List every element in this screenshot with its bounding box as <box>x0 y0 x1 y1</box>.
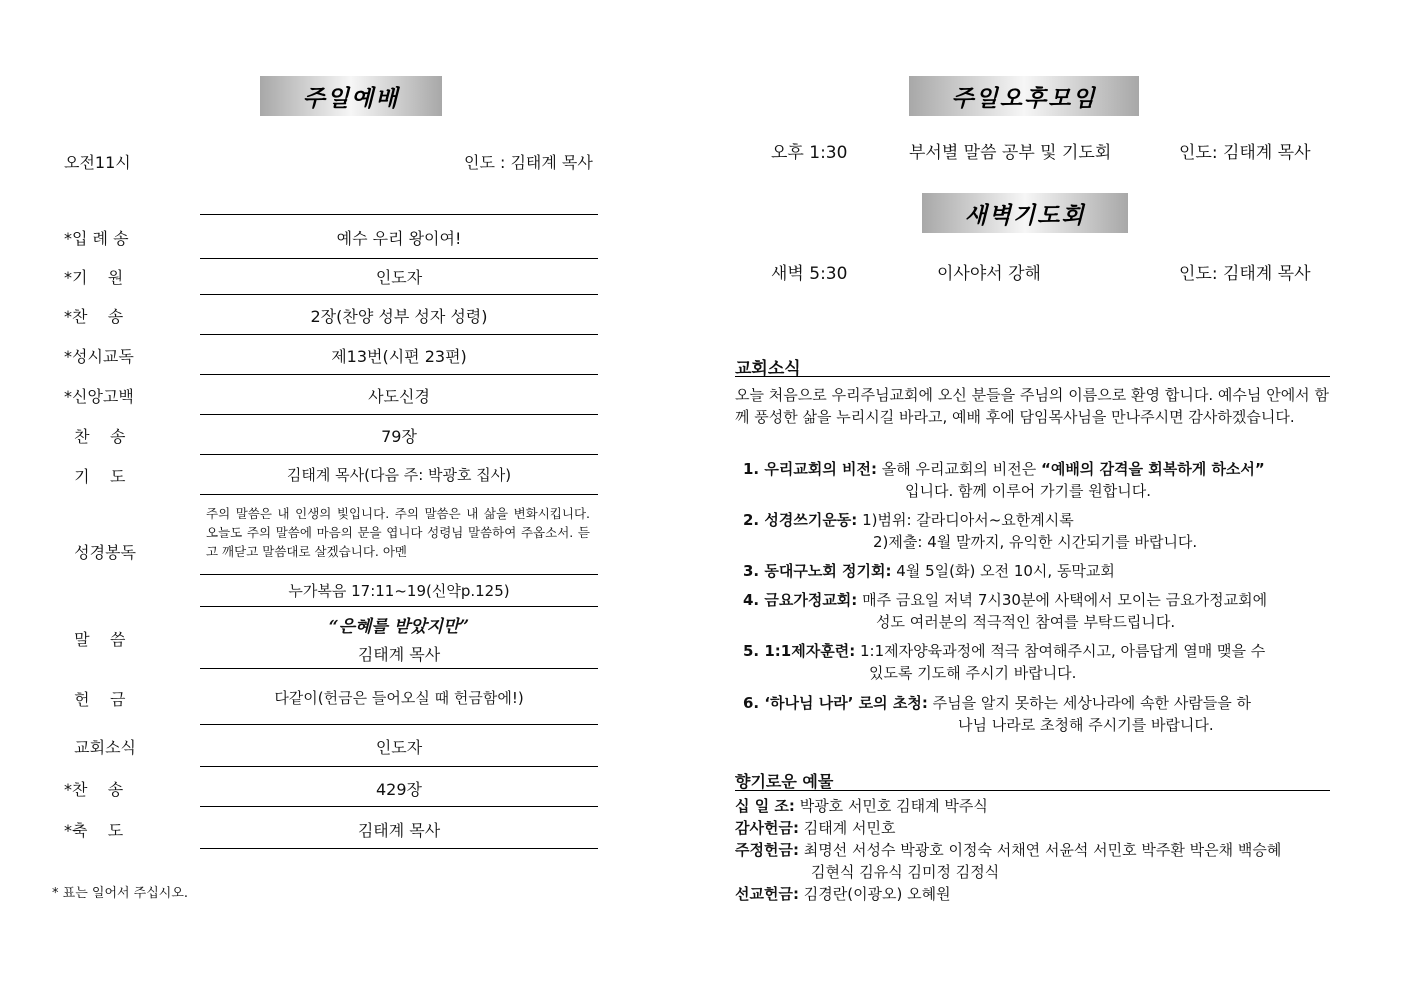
news-item <box>743 589 1267 611</box>
table-rule <box>200 574 598 575</box>
table-rule <box>200 766 598 767</box>
offering-names: 박광호 서민호 김태계 박주식 <box>799 797 988 815</box>
dawn-leader: 인도: 김태계 목사 <box>1179 264 1311 284</box>
order-label: 교회소식 <box>64 738 136 757</box>
scripture-prayer: 주의 말씀은 내 인생의 빛입니다. 주의 말씀은 내 삶을 변화시킵니다. 오늘도 주의 말씀에 마음의 문을 엽니다 성령님 말씀하여 주옵소서. 듣고 깨닫고 말씀대로 살겠습니다. 아멘 <box>206 506 590 559</box>
dawn-desc: 이사야서 강해 <box>937 264 1041 284</box>
afternoon-banner: 주일오후모임 <box>909 76 1139 116</box>
news-item-text: 1)범위: 갈라디아서~요한계시록 <box>862 511 1074 529</box>
order-value: 인도자 <box>375 268 423 287</box>
scripture-reference: 누가복음 17:11~19(신약p.125) <box>288 582 510 600</box>
news-rule <box>735 376 1330 377</box>
afternoon-desc: 부서별 말씀 공부 및 기도회 <box>909 143 1112 163</box>
worship-leader: 인도 : 김태계 목사 <box>464 153 593 172</box>
dawn-time: 새벽 5:30 <box>771 264 848 284</box>
news-item <box>743 640 1265 662</box>
dawn-banner: 새벽기도회 <box>922 193 1128 233</box>
afternoon-time: 오후 1:30 <box>771 143 848 163</box>
order-label: 헌 금 <box>64 690 126 709</box>
news-item-head: 1. 우리교회의 비전: <box>743 460 878 478</box>
offering-rule <box>735 790 1330 791</box>
order-value: 제13번(시편 23편) <box>331 347 467 366</box>
order-value: 429장 <box>376 780 422 799</box>
order-label: *기 원 <box>64 268 124 287</box>
table-rule <box>200 494 598 495</box>
order-value: 2장(찬양 성부 성자 성령) <box>310 307 488 326</box>
order-label: 말 씀 <box>64 630 126 649</box>
offering-names: 최명선 서성수 박광호 이정숙 서채연 서윤석 서민호 박주환 박은채 백승혜 <box>803 841 1282 859</box>
news-heading: 교회소식 <box>735 359 801 379</box>
table-rule <box>200 414 598 415</box>
news-item-head: 4. 금요가정교회: <box>743 591 858 609</box>
offering-names: 김경란(이광오) 오혜원 <box>803 885 951 903</box>
news-item-text: 주님을 알지 못하는 세상나라에 속한 사람들을 하 <box>932 694 1252 712</box>
news-item-head: 5. 1:1제자훈련: <box>743 642 856 660</box>
offering-heading: 향기로운 예물 <box>735 772 834 791</box>
afternoon-leader: 인도: 김태계 목사 <box>1179 143 1311 163</box>
order-value: 79장 <box>381 427 417 446</box>
news-item-emphasis: “예배의 감격을 회복하게 하소서” <box>1041 460 1265 478</box>
sermon-title: “은혜를 받았지만” <box>328 617 470 637</box>
table-rule <box>200 806 598 807</box>
offering-label: 선교헌금: <box>735 885 799 903</box>
sermon-preacher: 김태계 목사 <box>357 645 441 664</box>
order-label: *입 례 송 <box>64 229 129 248</box>
offering-label: 주정헌금: <box>735 841 799 859</box>
footnote: * 표는 일어서 주십시오. <box>52 886 189 901</box>
order-label: *축 도 <box>64 821 124 840</box>
news-item-text: 매주 금요일 저녁 7시30분에 사택에서 모이는 금요가정교회에 <box>862 591 1268 609</box>
table-rule <box>200 848 598 849</box>
offering-row <box>735 839 1281 861</box>
worship-time: 오전11시 <box>64 153 131 172</box>
order-label: 찬 송 <box>64 427 126 446</box>
table-rule <box>200 668 598 669</box>
order-label: *신앙고백 <box>64 387 134 406</box>
order-value: 사도신경 <box>368 387 430 406</box>
news-item-cont: 있도록 기도해 주시기 바랍니다. <box>869 664 1077 682</box>
table-rule <box>200 374 598 375</box>
order-label: 기 도 <box>64 467 126 486</box>
news-item <box>743 458 1333 480</box>
news-item-cont: 나님 나라로 초청해 주시기를 바랍니다. <box>958 716 1214 734</box>
table-rule <box>200 724 598 725</box>
order-value: 예수 우리 왕이여! <box>336 229 462 248</box>
news-item-text: 1:1제자양육과정에 적극 참여해주시고, 아름답게 열매 맺을 수 <box>859 642 1266 660</box>
table-rule <box>200 606 598 607</box>
offering-row <box>735 883 951 905</box>
order-label: *찬 송 <box>64 307 124 326</box>
news-item-head: 2. 성경쓰기운동: <box>743 511 858 529</box>
news-item <box>743 692 1251 714</box>
order-label: *찬 송 <box>64 780 124 799</box>
news-item-text: 올해 우리교회의 비전은 <box>881 460 1042 478</box>
news-intro: 오늘 처음으로 우리주님교회에 오신 분들을 주님의 이름으로 환영 합니다. 예수님 안에서 함께 풍성한 삶을 누리시길 바라고, 예배 후에 담임목사님을 만나주시면 감사하겠습니다. <box>735 386 1329 426</box>
table-rule <box>200 454 598 455</box>
news-item <box>743 560 1115 582</box>
order-label: 성경봉독 <box>64 543 136 562</box>
offering-row <box>735 817 895 839</box>
news-item-cont: 2)제출: 4월 말까지, 유익한 시간되기를 바랍니다. <box>873 533 1198 551</box>
news-item-cont: 성도 여러분의 적극적인 참여를 부탁드립니다. <box>876 613 1176 631</box>
table-rule <box>200 258 598 259</box>
table-rule <box>200 334 598 335</box>
order-value: 인도자 <box>375 738 423 757</box>
news-item <box>743 509 1074 531</box>
news-item-cont: 입니다. 함께 이루어 가기를 원합니다. <box>905 482 1151 500</box>
news-item-head: 6. ‘하나님 나라’ 로의 초청: <box>743 694 928 712</box>
news-item-text: 4월 5일(화) 오전 10시, 동막교회 <box>896 562 1115 580</box>
order-value: 김태계 목사 <box>357 821 441 840</box>
order-value: 김태계 목사(다음 주: 박광호 집사) <box>286 466 512 484</box>
offering-names: 김태계 서민호 <box>803 819 896 837</box>
news-item-head: 3. 동대구노회 정기회: <box>743 562 892 580</box>
table-rule <box>200 294 598 295</box>
order-value: 다같이(헌금은 들어오실 때 헌금함에!) <box>274 689 524 707</box>
offering-label: 감사헌금: <box>735 819 799 837</box>
offering-row <box>735 795 988 817</box>
worship-banner: 주일예배 <box>260 76 442 116</box>
offering-label: 십 일 조: <box>735 797 795 815</box>
table-rule <box>200 214 598 215</box>
offering-names-cont: 김현식 김유식 김미정 김정식 <box>811 863 1000 881</box>
order-label: *성시교독 <box>64 347 134 366</box>
